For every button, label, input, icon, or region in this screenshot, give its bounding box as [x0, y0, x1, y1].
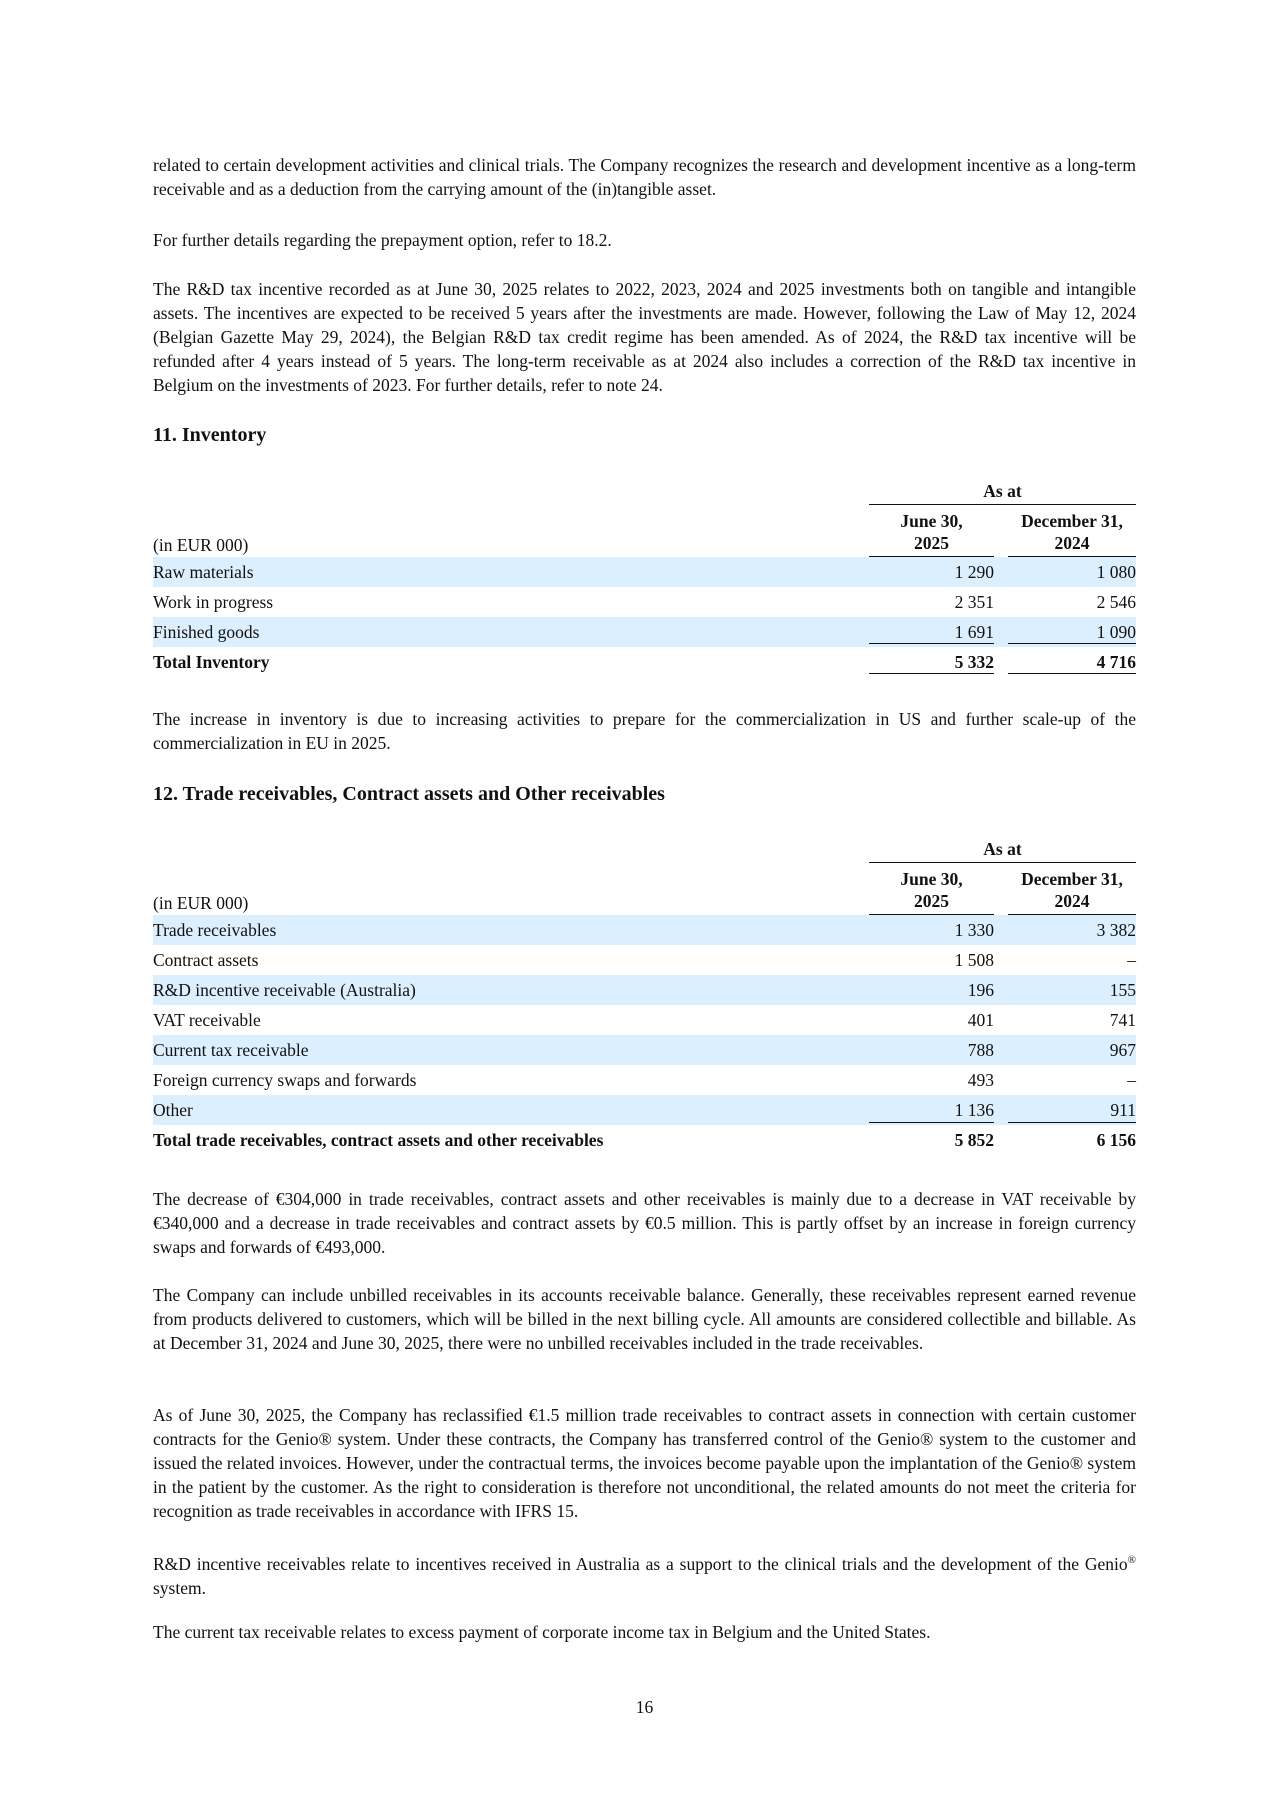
paragraph-receivables-decrease: The decrease of €304,000 in trade receivables, contract assets and other receivables is mainly due to a decrease in VAT receivable by €340,000 and a decrease in trade receivables and contract assets by €0.5 million. This is partly offset by an increase in foreign currency swaps and forwards of €493,000. [153, 1189, 1136, 1257]
paragraph-contract-assets: As of June 30, 2025, the Company has reclassified €1.5 million trade receivables to contract assets in connection with certain customer contracts for the Genio® system. Under these contracts, the Company has transferred control of the Genio® system to the customer and issued the related invoices. However, under the contractual terms, the invoices become payable upon the implantation of the Genio® system in the patient by the customer. As the right to consideration is therefore not unconditional, the related amounts do not meet the criteria for recognition as trade receivables in accordance with IFRS 15. [153, 1405, 1136, 1521]
paragraph-unbilled-receivables: The Company can include unbilled receivables in its accounts receivable balance. Generally, these receivables represent earned revenue from products delivered to customers, which will be billed in the next billing cycle. All amounts are considered collectible and billable. As at December 31, 2024 and June 30, 2025, there were no unbilled receivables included in the trade receivables. [153, 1285, 1136, 1353]
unit-label: (in EUR 000) [153, 893, 249, 913]
section-heading-inventory: 11. Inventory [153, 424, 267, 446]
section-heading-receivables: 12. Trade receivables, Contract assets and Other receivables [153, 783, 665, 805]
table-body [153, 557, 1136, 677]
table-row: Work in progress 2 351 2 546 [153, 592, 1136, 612]
paragraph-inventory-increase: The increase in inventory is due to increasing activities to prepare for the commercialization in US and further scale-up of the commercialization in EU in 2025. [153, 709, 1136, 753]
column-header-june-2025: June 30, 2025 [900, 869, 963, 911]
paragraph-current-tax-receivable: The current tax receivable relates to excess payment of corporate income tax in Belgium and the United States. [153, 1622, 931, 1642]
table-row: R&D incentive receivable (Australia) 196 155 [153, 975, 1136, 1005]
paragraph-prepayment-ref: For further details regarding the prepayment option, refer to 18.2. [153, 230, 612, 250]
column-header-december-2024: December 31, 2024 [1021, 511, 1123, 553]
table-row: Finished goods 1 691 1 090 [153, 617, 1136, 647]
table-row-total: Total Inventory 5 332 4 716 [153, 652, 1136, 672]
total-rule [869, 673, 994, 674]
paragraph-rd-incentive-intro: related to certain development activities and clinical trials. The Company recognizes the research and development incentive as a long-term receivable and as a deduction from the carrying amount of the (in)tangible asset. [153, 155, 1136, 199]
table-row: Raw materials 1 290 1 080 [153, 557, 1136, 587]
table-row: Other 1 136 911 [153, 1095, 1136, 1125]
table-row: Trade receivables 1 330 3 382 [153, 915, 1136, 945]
paragraph-rd-tax-incentive: The R&D tax incentive recorded as at June 30, 2025 relates to 2022, 2023, 2024 and 2025 investments both on tangible and intangible assets. The incentives are expected to be received 5 years after the investments are made. However, following the Law of May 12, 2024 (Belgian Gazette May 29, 2024), the Belgian R&D tax credit regime has been amended. As of 2024, the R&D tax incentive will be refunded after 4 years instead of 5 years. The long-term receivable as at 2024 also includes a correction of the R&D tax incentive in Belgium on the investments of 2023. For further details, refer to note 24. [153, 279, 1136, 395]
as-at-header: As at [869, 478, 1136, 505]
page-number: 16 [635, 1697, 654, 1717]
table-row: VAT receivable 401 741 [153, 1010, 1136, 1030]
subtotal-rule [1008, 1122, 1136, 1123]
table-row: Contract assets 1 508 – [153, 950, 1136, 970]
subtotal-rule [1008, 643, 1136, 644]
paragraph-rd-incentive-receivables: R&D incentive receivables relate to incentives received in Australia as a support to the clinical trials and the development of the Genio® system. [153, 1553, 1136, 1598]
column-header-june-2025: June 30, 2025 [900, 511, 963, 553]
total-rule [1008, 673, 1136, 674]
table-row: Current tax receivable 788 967 [153, 1035, 1136, 1065]
subtotal-rule [869, 643, 994, 644]
table-row-total: Total trade receivables, contract assets and other receivables 5 852 6 156 [153, 1130, 1136, 1150]
unit-label: (in EUR 000) [153, 535, 249, 555]
subtotal-rule [869, 1122, 994, 1123]
table-body [153, 915, 1136, 1155]
column-header-december-2024: December 31, 2024 [1021, 869, 1123, 911]
table-row: Foreign currency swaps and forwards 493 – [153, 1070, 1136, 1090]
as-at-header: As at [869, 836, 1136, 863]
